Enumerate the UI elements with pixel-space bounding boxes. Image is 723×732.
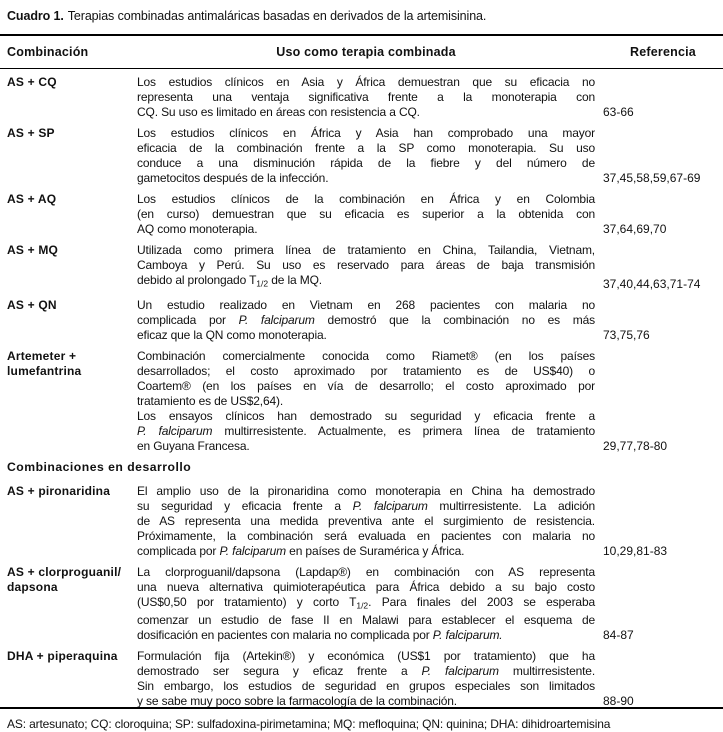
description-line: debido al prolongado $T_{1/2}$ de la MQ. <box>137 273 322 289</box>
table-row <box>7 298 723 343</box>
description-line: comenzar un estudio de fase II en Malawi para establecer el esquema de <box>137 613 595 627</box>
description-line: Utilizada como primera línea de tratamiento en China, Tailandia, Vietnam, <box>137 243 595 257</box>
combination-cell <box>7 126 137 186</box>
description-line: La clorproguanil/dapsona (Lapdap®) en combinación con AS representa <box>137 564 595 579</box>
description-cell <box>137 243 595 292</box>
table-row <box>7 126 723 186</box>
description-line: CQ. Su uso es limitado en áreas con resistencia a CQ. <box>137 105 420 119</box>
table-row <box>7 75 723 120</box>
description-cell <box>137 298 595 343</box>
combination-cell <box>7 192 137 237</box>
description-line: complicada por P. falciparum demostró que la combinación no es más <box>137 312 595 327</box>
description-line: Sin embargo, los estudios de seguridad en grupos especiales son limitados <box>137 679 595 693</box>
description-line: Los estudios clínicos en África y Asia han comprobado una mayor <box>137 126 595 140</box>
table-row <box>7 349 723 454</box>
description-line: El amplio uso de la pironaridina como monoterapia en China ha demostrado <box>137 483 595 498</box>
description-line: complicada por P. falciparum en países de Suramérica y África. <box>137 543 465 558</box>
combination-label-line: Artemeter + <box>7 348 77 363</box>
description-line: Coartem® (en los países en vía de desarrollo; el costo aproximado por <box>137 378 595 393</box>
description-line: Combinación comercialmente conocida como Riamet® (en los países <box>137 348 595 363</box>
combination-cell <box>7 349 137 454</box>
combination-label-line: AS + MQ <box>7 243 59 257</box>
reference-cell: 37,40,44,63,71-74 <box>603 276 701 291</box>
table-row <box>7 649 723 707</box>
description-line: de AS representa una medida preventiva ante el surgimiento de resistencia. <box>137 513 595 528</box>
description-cell <box>137 349 595 454</box>
description-line: (en curso) demuestran que su eficacia es superior a la obtenida con <box>137 207 595 221</box>
table-row <box>7 243 723 292</box>
combination-cell <box>7 565 137 644</box>
table-number-label: Cuadro 1. <box>7 9 64 23</box>
combination-cell <box>7 75 137 120</box>
description-line: su seguridad y eficacia frente a P. falciparum multirresistente. La adición <box>137 498 596 513</box>
description-line: Los estudios clínicos en Asia y África demuestran que su eficacia no <box>137 75 595 89</box>
combination-label-line: AS + QN <box>7 297 57 312</box>
description-line: Formulación fija (Artekin®) y económica (US$1 por tratamiento) que ha <box>137 649 595 663</box>
table-body <box>0 69 723 707</box>
description-cell <box>137 126 595 186</box>
combination-cell <box>7 484 137 559</box>
description-cell <box>137 565 595 644</box>
description-line: P. falciparum multirresistente. Actualmente, es primera línea de tratamiento <box>137 423 595 438</box>
combination-label-line: DHA + piperaquina <box>7 649 118 663</box>
table-row <box>7 192 723 237</box>
reference-cell: 37,45,58,59,67-69 <box>603 171 701 185</box>
description-line: desarrollados; el costo aproximado por tratamiento es de US$40) o <box>137 363 595 378</box>
combination-cell <box>7 298 137 343</box>
table-row <box>7 484 723 559</box>
table-title <box>0 0 723 34</box>
table-title-text: Terapias combinadas antimaláricas basadas en derivados de la artemisinina. <box>67 9 487 23</box>
combination-label-line: AS + clorproguanil/ <box>7 564 122 579</box>
reference-cell: 10,29,81-83 <box>603 543 668 558</box>
combination-cell <box>7 243 137 292</box>
reference-cell: 88-90 <box>603 694 634 707</box>
reference-cell: 63-66 <box>603 105 634 119</box>
description-cell <box>137 484 595 559</box>
description-line: gametocitos después de la infección. <box>137 171 329 185</box>
column-header-combination: Combinación <box>7 45 89 59</box>
combination-label-line: lumefantrina <box>7 363 82 378</box>
combination-label-line: dapsona <box>7 579 58 594</box>
reference-cell: 73,75,76 <box>603 327 650 342</box>
description-line: en Guyana Francesa. <box>137 438 250 453</box>
reference-cell: 84-87 <box>603 628 634 642</box>
description-line: AQ como monoterapia. <box>137 222 258 236</box>
combination-label-line: AS + pironaridina <box>7 483 111 498</box>
description-line: conduce a una disminución rápida de la fiebre y del número de <box>137 156 595 170</box>
description-line: Los estudios clínicos de la combinación en África y en Colombia <box>137 192 595 206</box>
description-line: y se sabe muy poco sobre la farmacología de la combinación. <box>137 694 457 707</box>
description-line: demostrado ser segura y eficaz frente a P. falciparum multirresistente. <box>137 664 596 678</box>
description-line: Próximamente, la combinación será evaluada en pacientes con malaria no <box>137 528 595 543</box>
combination-label-line: AS + CQ <box>7 75 57 89</box>
description-line: eficacia de la combinación frente a la SP como monoterapia. Su uso <box>137 141 595 155</box>
description-line: Los ensayos clínicos han demostrado su seguridad y eficacia frente a <box>137 408 595 423</box>
abbreviations-footnote: AS: artesunato; CQ: cloroquina; SP: sulfadoxina-pirimetamina; MQ: mefloquina; QN: quinina; DHA: dihidroartemisina <box>7 717 611 731</box>
description-line: Un estudio realizado en Vietnam en 268 pacientes con malaria no <box>137 297 595 312</box>
description-line: (US$0,50 por tratamiento) y corto $T_{1/2}$. Para finales del 2003 se esperaba <box>137 594 595 610</box>
combination-cell <box>7 649 137 707</box>
description-line: una nueva alternativa quimioterapéutica para África debido a su bajo costo <box>137 579 595 594</box>
reference-cell: 37,64,69,70 <box>603 222 667 236</box>
combination-label-line: AS + AQ <box>7 192 57 206</box>
combination-label-line: AS + SP <box>7 126 55 140</box>
description-line: representa una ventaja significativa frente a la monoterapia con <box>137 90 595 104</box>
description-cell <box>137 192 595 237</box>
description-line: Camboya y Perú. Su uso es reservado para áreas de baja transmisión <box>137 258 595 272</box>
description-line: eficaz que la QN como monoterapia. <box>137 327 327 342</box>
description-line: dosificación en pacientes con malaria no complicada por P. falciparum. <box>137 628 503 642</box>
column-header-row <box>0 36 723 68</box>
table-row <box>7 565 723 644</box>
description-cell <box>137 649 595 707</box>
reference-cell: 29,77,78-80 <box>603 438 668 453</box>
description-cell <box>137 75 595 120</box>
description-line: tratamiento es de US$2,64). <box>137 393 284 408</box>
column-header-use: Uso como terapia combinada <box>276 45 456 59</box>
section-header: Combinaciones en desarrollo <box>7 459 192 474</box>
column-header-reference: Referencia <box>630 45 696 59</box>
